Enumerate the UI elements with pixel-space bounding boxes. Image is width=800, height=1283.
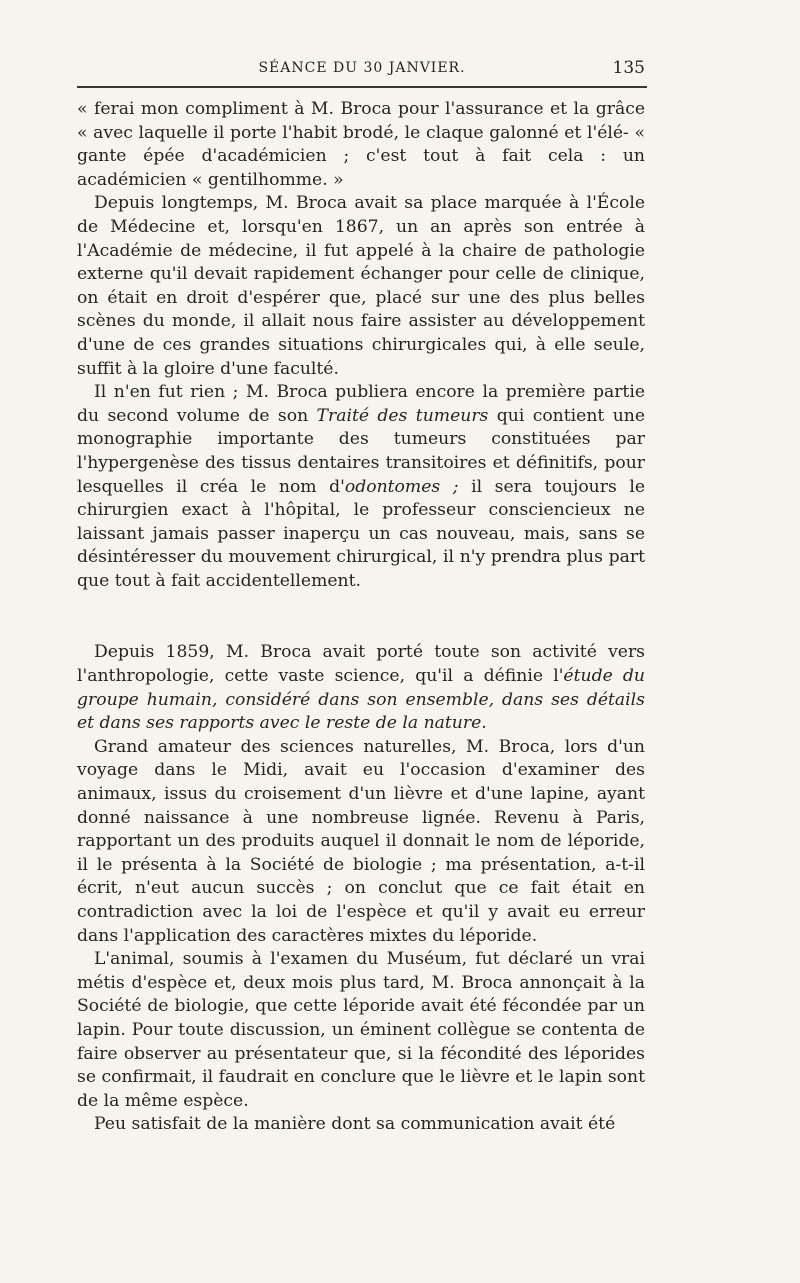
text-run: Il n'en fut rien ; M. Broca publiera encore la première partie du second volume de son [77,382,645,426]
definition-italic: étude du groupe humain, considéré dans son ensemble, dans ses détails et dans ses rapports avec le reste de la nature. [77,666,645,734]
paragraph-traite-tumeurs [77,381,645,593]
paragraph-quote-end: « ferai mon compliment à M. Broca pour l'assurance et la grâce « avec laquelle il porte l'habit brodé, le claque galonné et l'élé- « gante épée d'académicien ; c'est tout à fait cela : un académicien « gentilhomme. » [77,99,645,190]
paragraph-museum: L'animal, soumis à l'examen du Muséum, fut déclaré un vrai métis d'espèce et, deux mois plus tard, M. Broca annonçait à la Société de biologie, que cette léporide avait été fécondée par un lapin. Pour toute discussion, un éminent collègue se contenta de faire observer au présentateur que, si la fécondité des léporides se confirmait, il faudrait en conclure que le lièvre et le lapin sont de la même espèce. [77,949,645,1111]
book-title-italic: Traité des tumeurs [316,405,489,426]
text-run: Depuis 1859, M. Broca avait porté toute son activité vers l'anthropologie, cette vaste science, qu'il a définie l' [77,642,645,687]
term-italic: odontomes ; [344,476,459,497]
text-run: il sera toujours le chirurgien exact à l'hôpital, le professeur consciencieux ne laissant jamais passer inaperçu un cas nouveau, mais, sans se désintéresser du mouvement chirurgical, il n'y prendra plus part que tout à fait accidentellement. [77,476,645,591]
paragraph-leporide: Grand amateur des sciences naturelles, M. Broca, lors d'un voyage dans le Midi, avait eu l'occasion d'examiner des animaux, issus du croisement d'un lièvre et d'une lapine, ayant donné naissance à une nombreuse lignée. Revenu à Paris, rapportant un des produits auquel il donnait le nom de léporide, il le présenta à la Société de biologie ; ma présentation, a-t-il écrit, n'eut aucun succès ; on conclut que ce fait était en contradiction avec la loi de l'espèce et qu'il y avait eu erreur dans l'application des caractères mixtes du léporide. [77,736,645,946]
text-body [77,98,645,1137]
paragraph-anthropologie [77,641,645,735]
section-gap [77,593,645,641]
running-title: SÉANCE DU 30 JANVIER. [258,60,466,76]
paragraph-ecole-medecine: Depuis longtemps, M. Broca avait sa place marquée à l'École de Médecine et, lorsqu'en 1867, un an après son entrée à l'Académie de médecine, il fut appelé à la chaire de pathologie externe qu'il devait rapidement échanger pour celle de clinique, on était en droit d'espérer que, placé sur une des plus belles scènes du monde, il allait nous faire assister au développement d'une de ces grandes situations chirurgicales qui, à elle seule, suffit à la gloire d'une faculté. [77,193,645,379]
page-header [77,52,647,82]
text-run: qui contient une monographie importante des tumeurs constituées par l'hypergenèse des tissus dentaires transitoires et définitifs, pour lesquelles il créa le nom d' [77,405,646,497]
paragraph-continued: Peu satisfait de la manière dont sa communication avait été [94,1114,616,1135]
page-number: 135 [612,58,645,78]
header-rule [77,86,647,88]
